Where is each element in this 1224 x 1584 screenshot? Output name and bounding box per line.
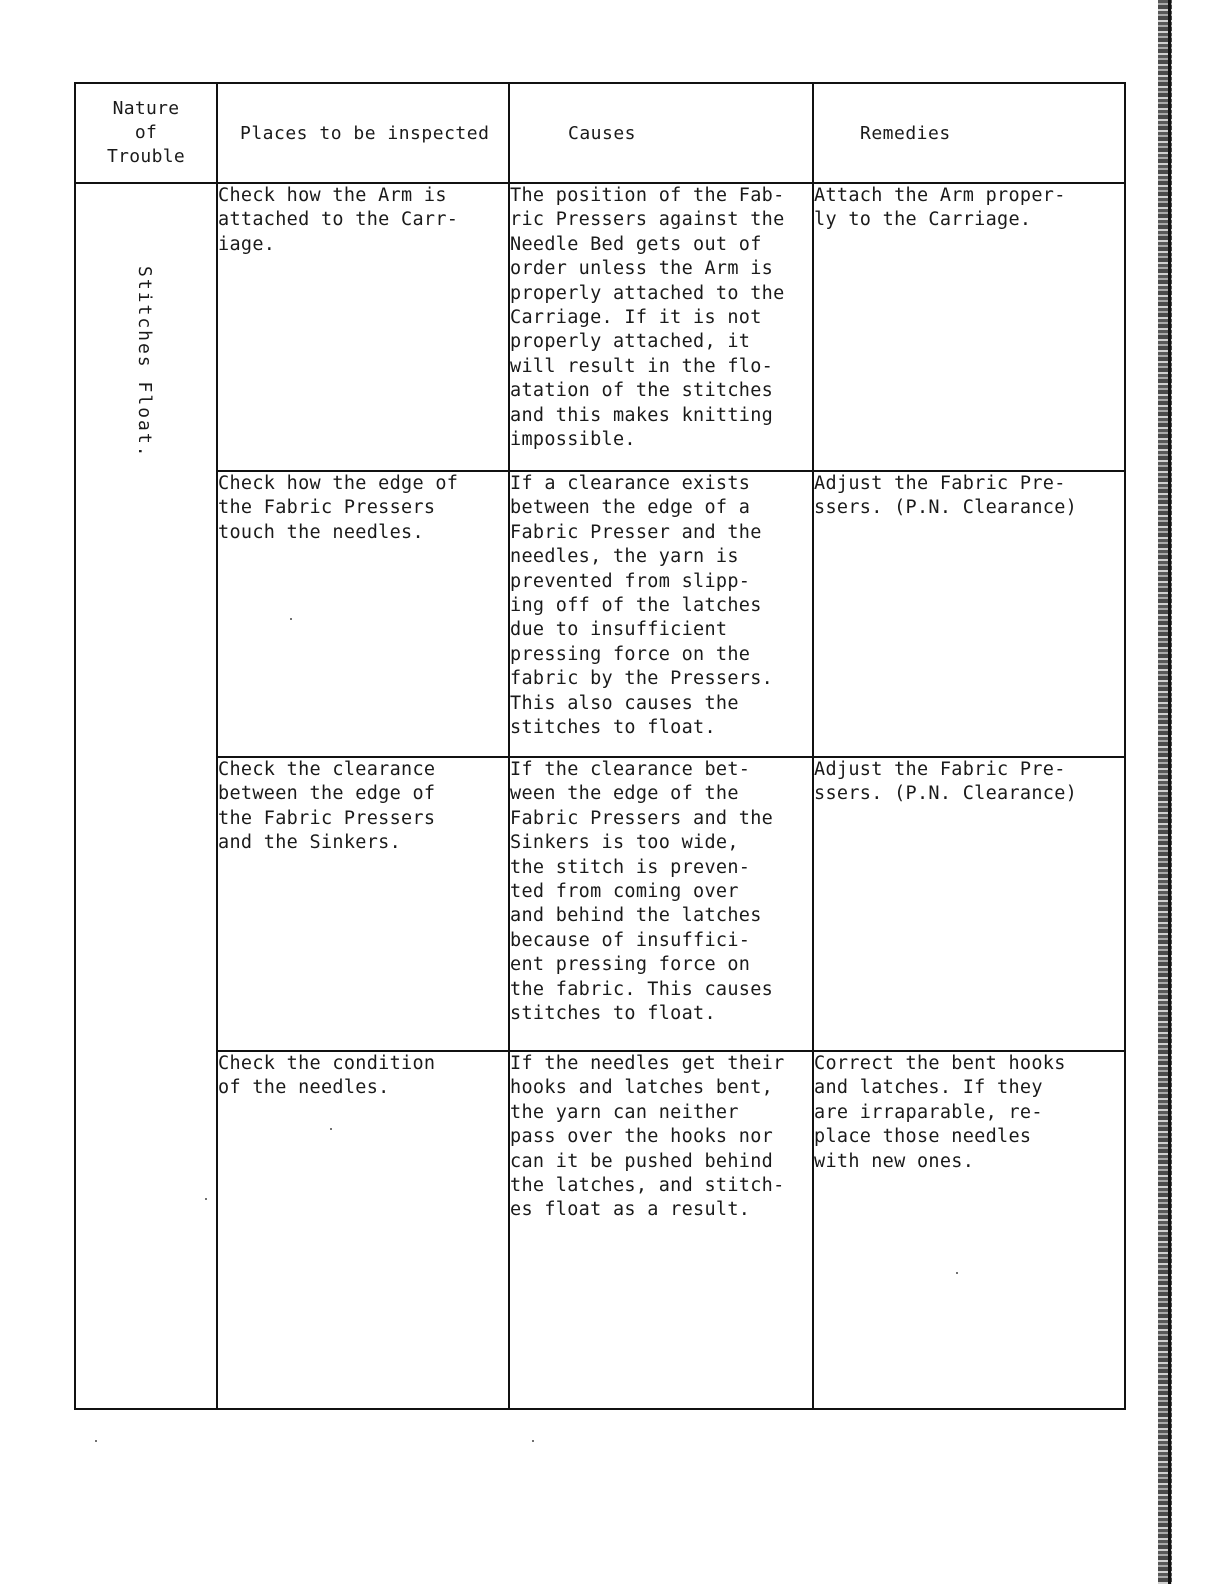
header-causes: [509, 83, 813, 183]
scan-speck: [95, 1440, 97, 1442]
cause-text: If the clearance bet- ween the edge of the Fabric Pressers and the Sinkers is too wide, the stitch is preven- ted from coming over and behind the latches because of insuffici- ent pressing force on the fabric. This causes stitches to float.: [510, 759, 774, 1025]
header-places-label: Places to be inspected: [240, 122, 490, 144]
scan-speck: [330, 1128, 332, 1130]
header-remedies-label: Remedies: [860, 122, 951, 144]
place-cell: [217, 757, 509, 1051]
table-row: [75, 183, 1125, 471]
remedy-text: Attach the Arm proper- ly to the Carriage.: [814, 185, 1066, 231]
place-cell: [217, 1051, 509, 1409]
cause-cell: [509, 183, 813, 471]
cause-cell: [509, 1051, 813, 1409]
cause-cell: [509, 757, 813, 1051]
place-text: Check how the edge of the Fabric Pressers touch the needles.: [218, 473, 459, 543]
header-places-to-be-inspected: [217, 83, 509, 183]
table-row: [75, 471, 1125, 757]
table-row: [75, 1051, 1125, 1409]
nature-of-trouble-text: Stitches Float.: [134, 266, 155, 459]
remedy-text: Adjust the Fabric Pre- ssers. (P.N. Clearance): [814, 473, 1078, 519]
place-text: Check the condition of the needles.: [218, 1053, 436, 1099]
nature-of-trouble-cell: [75, 183, 217, 1409]
cause-text: If a clearance exists between the edge of a Fabric Presser and the needles, the yarn is prevented from slipp- ing off of the latches due to insufficient pressing force on the fabric by the Pressers. This also causes the stitches to float.: [510, 473, 774, 739]
scan-edge-line: [1168, 0, 1171, 1584]
remedy-cell: [813, 183, 1125, 471]
header-causes-label: Causes: [568, 122, 637, 144]
scan-speck: [290, 618, 292, 620]
scan-speck: [205, 1198, 207, 1200]
remedy-cell: [813, 471, 1125, 757]
cause-text: If the needles get their hooks and latches bent, the yarn can neither pass over the hooks nor can it be pushed behind the latches, and stitch- es float as a result.: [510, 1053, 785, 1221]
place-cell: [217, 471, 509, 757]
header-row: [75, 83, 1125, 183]
scan-speck: [532, 1440, 534, 1442]
table-row: [75, 757, 1125, 1051]
place-cell: [217, 183, 509, 471]
remedy-text: Adjust the Fabric Pre- ssers. (P.N. Clearance): [814, 759, 1078, 805]
remedy-cell: [813, 1051, 1125, 1409]
place-text: Check the clearance between the edge of the Fabric Pressers and the Sinkers.: [218, 759, 436, 854]
cause-text: The position of the Fab- ric Pressers against the Needle Bed gets out of order unless the Arm is properly attached to the Carriage. If it is not properly attached, it will result in the flo- atation of the stitches and this makes knitting impossible.: [510, 185, 785, 451]
remedy-cell: [813, 757, 1125, 1051]
header-remedies: [813, 83, 1125, 183]
scan-speck: [956, 1272, 958, 1274]
remedy-text: Correct the bent hooks and latches. If they are irraparable, re- place those needles with new ones.: [814, 1053, 1066, 1172]
header-nature-of-trouble: [75, 83, 217, 183]
troubleshooting-table: [74, 82, 1126, 1410]
header-nature-label: Nature of Trouble: [107, 98, 185, 167]
cause-cell: [509, 471, 813, 757]
place-text: Check how the Arm is attached to the Carr- iage.: [218, 185, 459, 255]
